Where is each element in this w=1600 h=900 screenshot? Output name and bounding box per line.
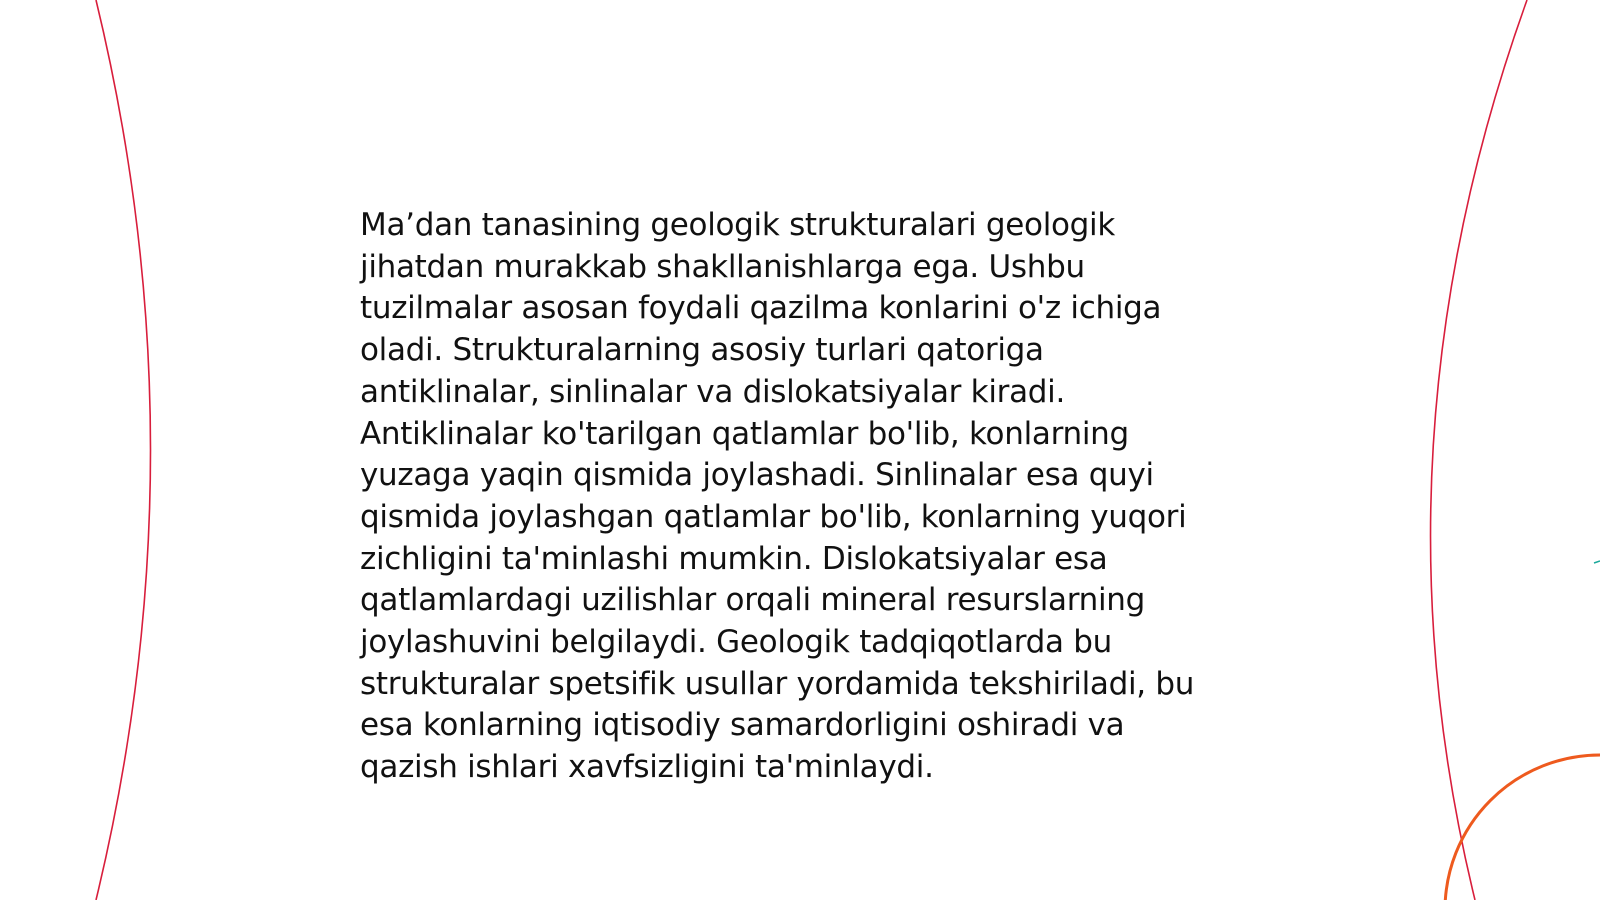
left-curve-line <box>96 0 151 900</box>
right-curve-line <box>1431 0 1527 900</box>
orange-circle-outline <box>1445 755 1600 900</box>
body-paragraph: Ma’dan tanasining geologik strukturalari geologik jihatdan murakkab shakllanishlarga ega. Ushbu tuzilmalar asosan foydali qazilma konlarini o'z ichiga oladi. Strukturalarning asosiy turlari qatoriga antiklinalar, sinlinalar va dislokatsiyalar kiradi. Antiklinalar ko'tarilgan qatlamlar bo'lib, konlarning yuzaga yaqin qismida joylashadi. Sinlinalar esa quyi qismida joylashgan qatlamlar bo'lib, konlarning yuqori zichligini ta'minlashi mumkin. Dislokatsiyalar esa qatlamlardagi uzilishlar orqali mineral resurslarning joylashuvini belgilaydi. Geologik tadqiqotlarda bu strukturalar spetsifik usullar yordamida tekshiriladi, bu esa konlarning iqtisodiy samardorligini oshiradi va qazish ishlari xavfsizligini ta'minlaydi. <box>360 207 1195 786</box>
teal-accent-mark <box>1594 561 1600 563</box>
